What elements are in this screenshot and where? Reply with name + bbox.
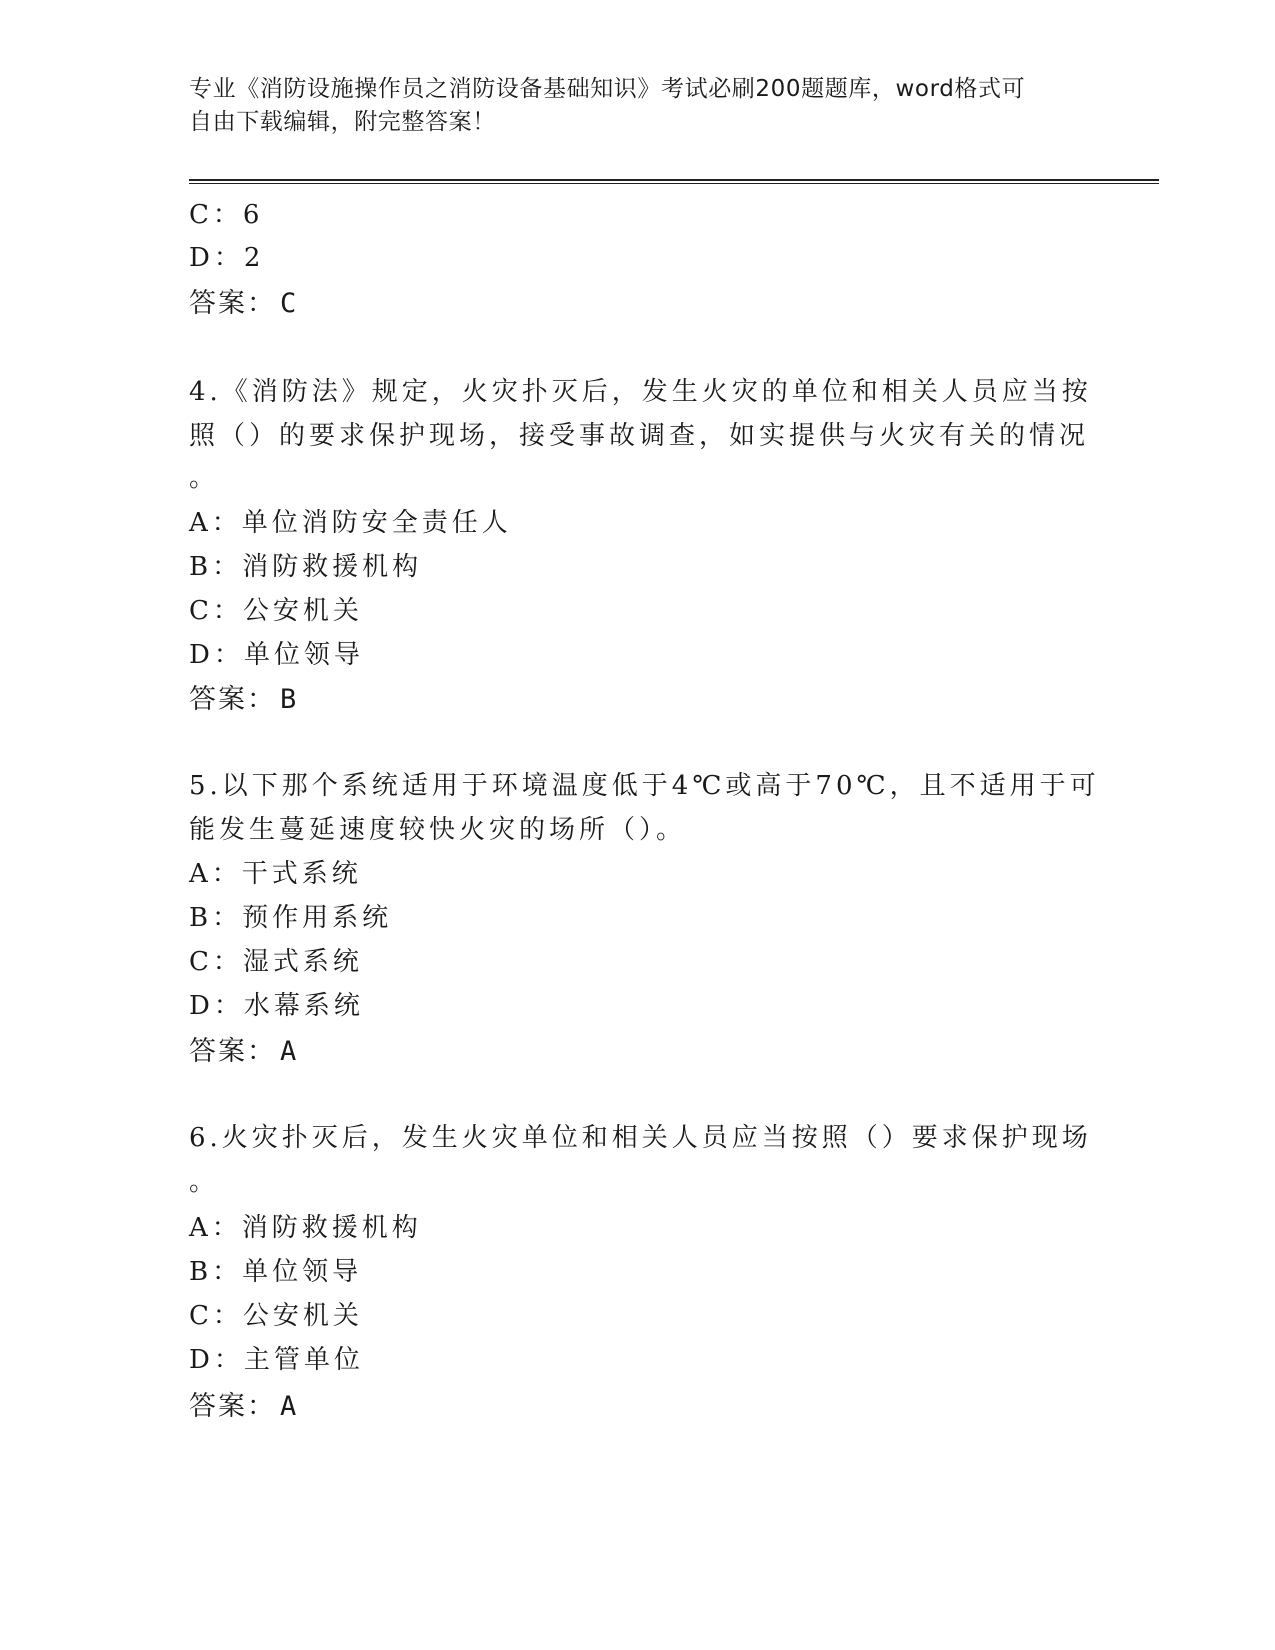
header-line-1: 专业《消防设施操作员之消防设备基础知识》考试必刷200题题库，word格式可 xyxy=(189,76,1026,102)
q3-option-c: C：6 xyxy=(189,200,264,230)
q6-stem-line-2: 。 xyxy=(189,1167,220,1197)
answer-value: B xyxy=(280,684,299,715)
q6-stem-line-1: 6.火灾扑灭后，发生火灾单位和相关人员应当按照（）要求保护现场 xyxy=(189,1123,1092,1153)
q4-option-d: D：单位领导 xyxy=(189,640,364,670)
q4-option-a: A：单位消防安全责任人 xyxy=(189,508,512,538)
q5-option-d: D：水幕系统 xyxy=(189,991,364,1021)
q5-stem-line-2: 能发生蔓延速度较快火灾的场所（）。 xyxy=(189,815,687,845)
answer-label: 答案： xyxy=(189,1036,276,1067)
answer-value: C xyxy=(280,288,299,319)
answer-value: A xyxy=(280,1391,299,1422)
q6-answer xyxy=(189,1384,298,1423)
q4-stem-line-2: 照（）的要求保护现场，接受事故调查，如实提供与火灾有关的情况 xyxy=(189,421,1090,451)
answer-value: A xyxy=(280,1036,299,1067)
q6-option-a: A：消防救援机构 xyxy=(189,1213,422,1243)
q3-option-d: D：2 xyxy=(189,243,265,273)
q5-option-b: B：预作用系统 xyxy=(189,903,393,933)
q5-answer xyxy=(189,1029,298,1068)
header-line-2: 自由下载编辑，附完整答案！ xyxy=(189,109,496,135)
q4-stem-line-1: 4.《消防法》规定，火灾扑灭后，发生火灾的单位和相关人员应当按 xyxy=(189,377,1092,407)
answer-label: 答案： xyxy=(189,684,276,715)
q4-option-c: C：公安机关 xyxy=(189,596,363,626)
q4-stem-line-3: 。 xyxy=(189,463,220,493)
q5-option-a: A：干式系统 xyxy=(189,859,362,889)
q6-option-b: B：单位领导 xyxy=(189,1257,363,1287)
q6-option-c: C：公安机关 xyxy=(189,1301,363,1331)
header-divider xyxy=(189,179,1159,184)
q5-option-c: C：湿式系统 xyxy=(189,947,363,977)
q3-answer xyxy=(189,281,298,320)
q4-option-b: B：消防救援机构 xyxy=(189,552,423,582)
answer-label: 答案： xyxy=(189,288,276,319)
q6-option-d: D：主管单位 xyxy=(189,1345,364,1375)
document-header xyxy=(189,73,1069,139)
q4-answer xyxy=(189,677,298,716)
q5-stem-line-1: 5.以下那个系统适用于环境温度低于4℃或高于70℃，且不适用于可 xyxy=(189,771,1100,801)
answer-label: 答案： xyxy=(189,1391,276,1422)
